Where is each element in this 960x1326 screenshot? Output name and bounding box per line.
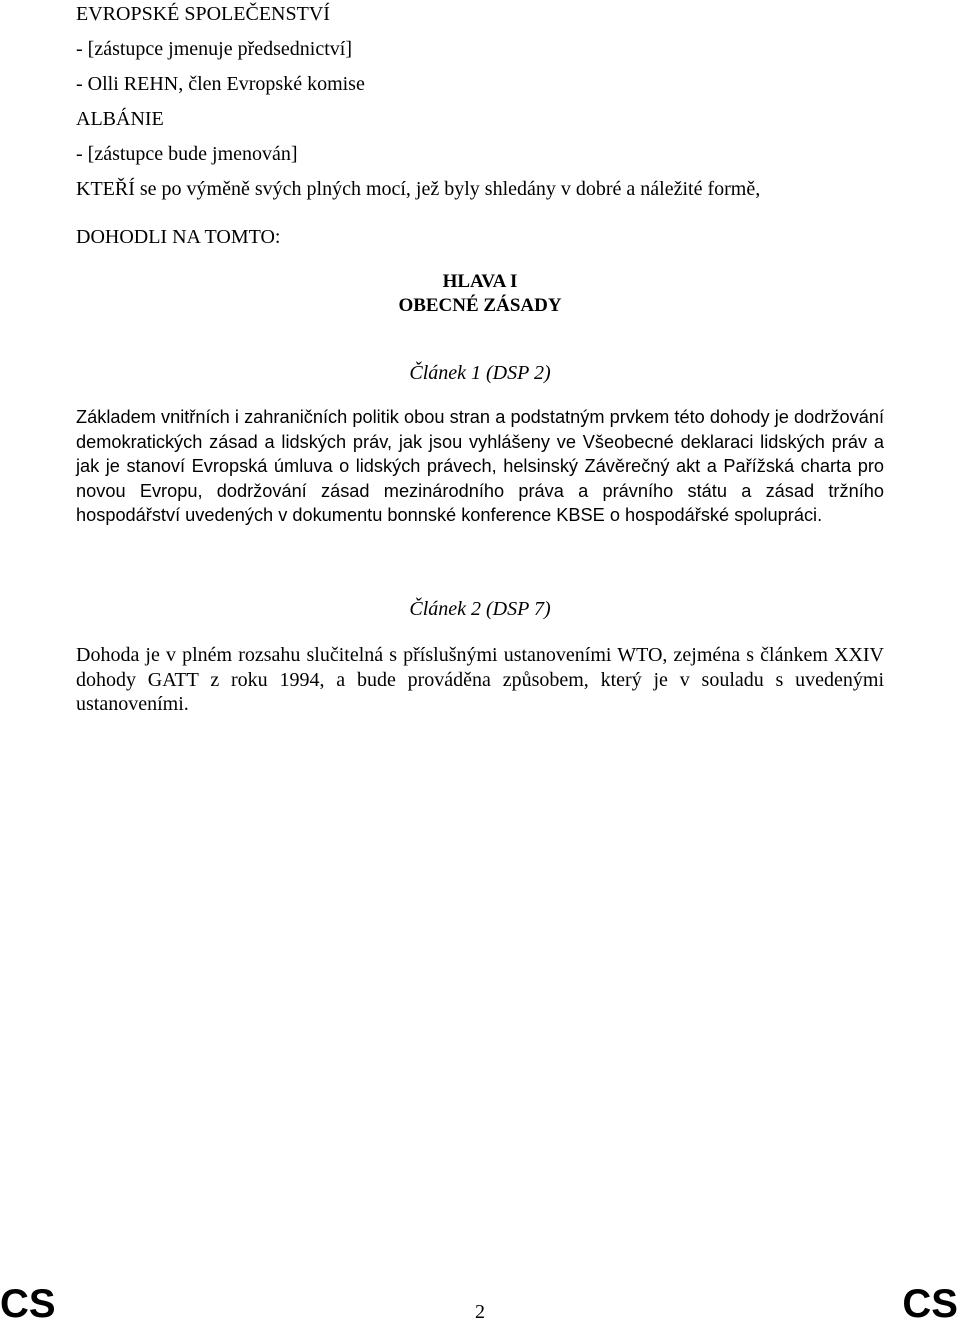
title-heading: HLAVA I: [442, 271, 518, 292]
footer-language-code-left: CS: [0, 1282, 56, 1326]
article-1-text: Základem vnitřních i zahraničních politik obou stran a podstatným prvkem této dohody je dodržování demokratických zásad a lidských práv, jak jsou vyhlášeny ve Všeobecné deklaraci lidských práv a jak je stanoví Evropská úmluva o lidských právech, helsinský Závěrečný akt a Pařížská charta pro novou Evropu, dodržování zásad mezinárodního práva a právního státu a zásad tržního hospodářství uvedených v dokumentu bonnské konference KBSE o hospodářské spolupráci.: [76, 407, 884, 525]
title-subheading: OBECNÉ ZÁSADY: [398, 295, 562, 316]
article-1-title: Článek 1 (DSP 2): [409, 362, 551, 384]
party-albania-name: ALBÁNIE: [76, 108, 164, 130]
agreed-line: DOHODLI NA TOMTO:: [76, 226, 281, 248]
article-2-text: Dohoda je v plném rozsahu slučitelná s příslušnými ustanoveními WTO, zejména s článkem XXIV dohody GATT z roku 1994, a bude prováděna způsobem, který je v souladu s uvedenými ustanoveními.: [76, 644, 884, 715]
party-eu-representative-1: - [zástupce jmenuje předsednictví]: [76, 38, 352, 60]
footer-language-code-right: CS: [902, 1282, 958, 1326]
party-eu-name: EVROPSKÉ SPOLEČENSTVÍ: [76, 3, 330, 25]
party-eu-representative-2: - Olli REHN, člen Evropské komise: [76, 73, 365, 95]
footer-page-number: 2: [475, 1301, 485, 1323]
party-albania-representative: - [zástupce bude jmenován]: [76, 143, 298, 165]
article-2-title: Článek 2 (DSP 7): [409, 598, 551, 620]
credentials-line: KTEŘÍ se po výměně svých plných mocí, jež byly shledány v dobré a náležité formě,: [76, 178, 761, 200]
